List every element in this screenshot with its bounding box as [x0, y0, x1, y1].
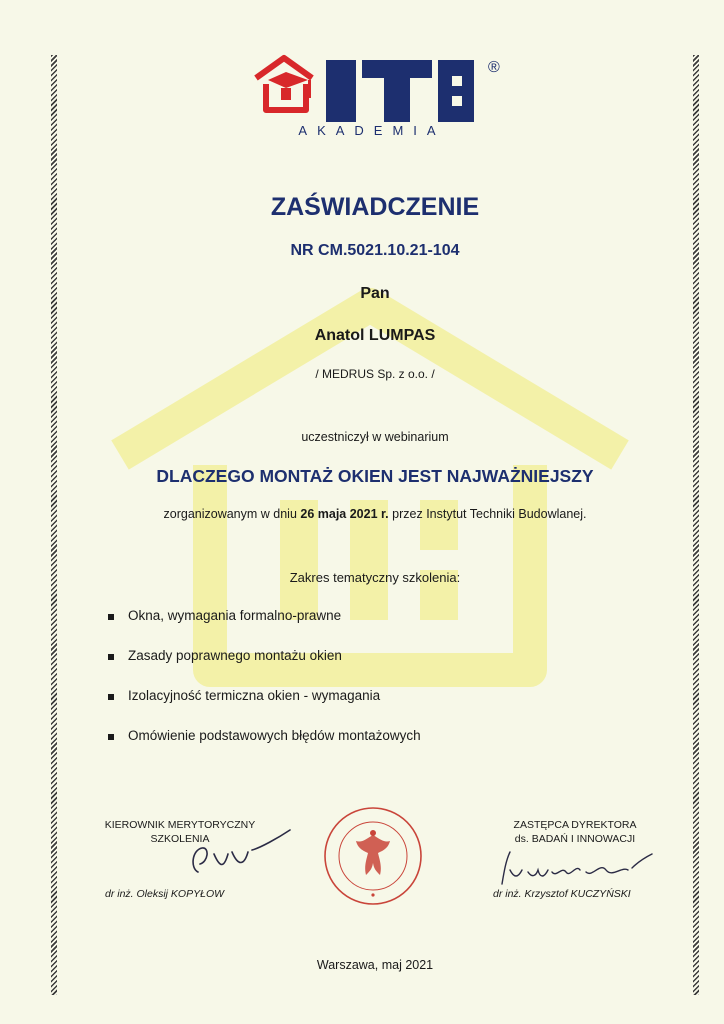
- left-ornamental-border: [51, 55, 57, 995]
- topic-text: Okna, wymagania formalno-prawne: [128, 608, 342, 623]
- topic-text: Omówienie podstawowych błędów montażowych: [128, 728, 421, 743]
- left-role-line1: KIEROWNIK MERYTORYCZNY: [104, 819, 256, 831]
- bullet-icon: [108, 654, 114, 660]
- left-handwritten-signature: [168, 828, 298, 878]
- recipient-company: / MEDRUS Sp. z o.o. /: [315, 367, 435, 381]
- certificate-number: NR CM.5021.10.21-104: [290, 242, 460, 259]
- list-item: [108, 688, 648, 728]
- right-role-line2: ds. BADAŃ I INNOWACJI: [514, 833, 636, 845]
- list-item: [108, 608, 648, 648]
- logo-subtitle: AKADEMIA: [298, 123, 446, 138]
- topics-list: [108, 608, 648, 768]
- bullet-icon: [108, 734, 114, 740]
- right-role-line1: ZASTĘPCA DYREKTORA: [513, 819, 637, 831]
- certificate-title: ZAŚWIADCZENIE: [270, 193, 480, 221]
- right-signatory-name: dr inż. Krzysztof KUCZYŃSKI: [493, 888, 631, 900]
- left-signatory-name: dr inż. Oleksij KOPYŁOW: [105, 888, 225, 900]
- right-handwritten-signature: [492, 848, 662, 888]
- right-signatory-role: [480, 818, 670, 846]
- recipient-name: Anatol LUMPAS: [314, 327, 436, 344]
- organization-line: [60, 507, 690, 521]
- webinar-title: DLACZEGO MONTAŻ OKIEN JEST NAJWAŻNIEJSZY: [156, 466, 594, 486]
- participation-text: uczestniczył w webinarium: [301, 430, 449, 444]
- topic-text: Zasady poprawnego montażu okien: [128, 648, 342, 663]
- topic-text: Izolacyjność termiczna okien - wymagania: [128, 688, 381, 703]
- list-item: [108, 728, 648, 768]
- salutation: Pan: [360, 285, 390, 302]
- organized-prefix: zorganizowanym w dniu: [163, 507, 297, 521]
- right-ornamental-border: [693, 55, 699, 995]
- bullet-icon: [108, 694, 114, 700]
- list-item: [108, 648, 648, 688]
- place-and-date: Warszawa, maj 2021: [316, 958, 434, 972]
- organized-suffix: przez Instytut Techniki Budowlanej.: [392, 507, 587, 521]
- left-role-line2: SZKOLENIA: [150, 833, 210, 845]
- official-seal-icon: [322, 805, 424, 907]
- registered-mark: ®: [488, 59, 500, 76]
- organized-date: 26 maja 2021 r.: [300, 507, 389, 521]
- bullet-icon: [108, 614, 114, 620]
- scope-title: Zakres tematyczny szkolenia:: [289, 570, 461, 585]
